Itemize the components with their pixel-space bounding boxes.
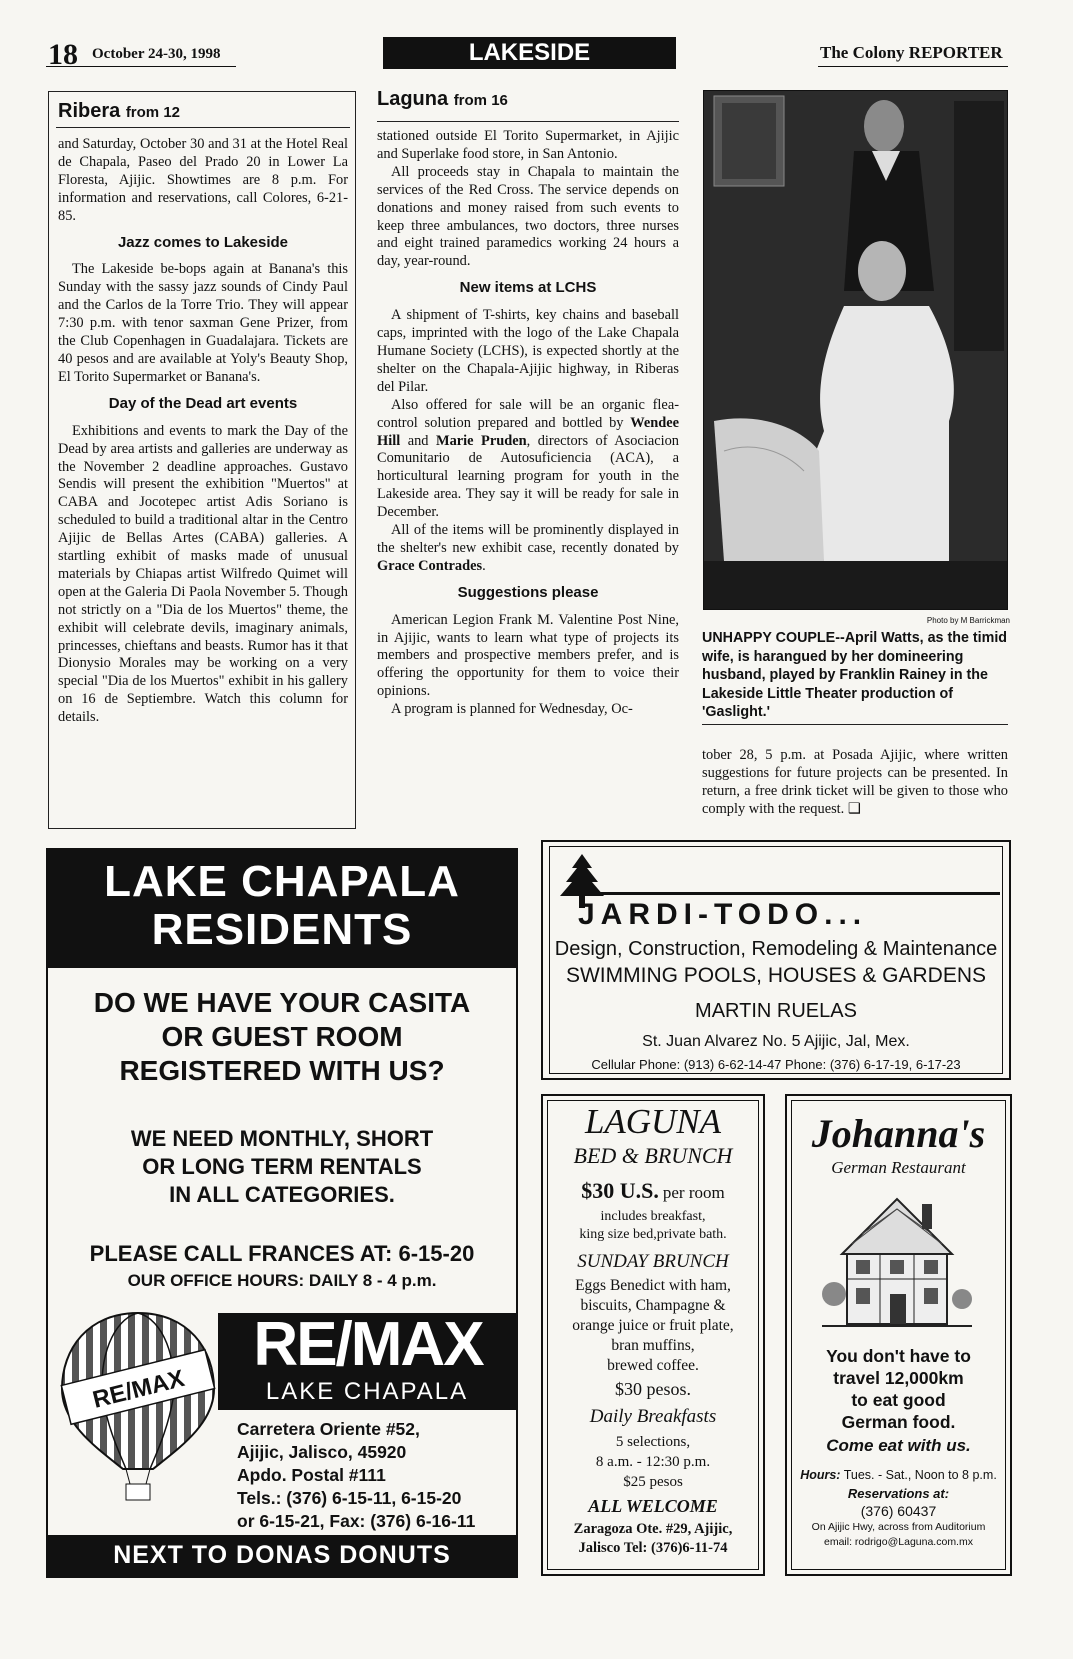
- ad-line: email: rodrigo@Laguna.com.mx: [824, 1536, 973, 1548]
- laguna-kicker: [377, 88, 508, 111]
- paragraph: stationed outside El Torito Supermarket, in Ajijic and Superlake food store, in San Antonio.: [377, 128, 679, 162]
- laguna-ad-name: LAGUNA: [584, 1102, 722, 1141]
- ad-line: travel 12,000km: [833, 1368, 964, 1388]
- ad-line: German food.: [841, 1412, 956, 1432]
- jardi-services: Design, Construction, Remodeling & Maintenance: [554, 938, 998, 960]
- price: $30 U.S.: [581, 1178, 659, 1203]
- ad-line: includes breakfast,: [600, 1209, 706, 1224]
- paragraph: [377, 397, 679, 522]
- subhead-suggestions: Suggestions please: [457, 583, 599, 601]
- subhead-day-of-dead: Day of the Dead art events: [108, 394, 298, 412]
- address-line: Ajijic, Jalisco, 45920: [237, 1442, 407, 1462]
- text-run: All of the items will be prominently displayed in the shelter's new exhibit case, recently donated by: [377, 522, 679, 556]
- ad-line: $30 pesos.: [615, 1379, 691, 1399]
- address-line: or 6-15-21, Fax: (376) 6-16-11: [237, 1511, 476, 1531]
- office-hours: OUR OFFICE HOURS: DAILY 8 - 4 p.m.: [127, 1271, 437, 1290]
- remax-logo: [228, 1312, 508, 1378]
- remax-location-banner: NEXT TO DONAS DONUTS: [48, 1535, 516, 1576]
- paragraph: American Legion Frank M. Valentine Post Nine, in Ajijic, wants to learn what type of projects its members and prospective members prefer, and is offering the opportunity for them to voice their opinions.: [377, 611, 679, 700]
- ad-line: 8 a.m. - 12:30 p.m.: [595, 1454, 711, 1470]
- ribera-article-body: [58, 136, 348, 727]
- laguna-article-body: [377, 128, 679, 719]
- paragraph: A shipment of T-shirts, key chains and baseball caps, imprinted with the logo of the Lake Chapala Humane Society (LCHS), is expected shortly at the shelter on the Chapala-Ajijic highway, in Riberas del Pilar.: [377, 307, 679, 395]
- welcome-line: ALL WELCOME: [588, 1496, 718, 1516]
- paragraph: [702, 747, 1008, 819]
- ad-line: Eggs Benedict with ham,: [575, 1277, 731, 1294]
- issue-date: October 24-30, 1998: [92, 46, 221, 62]
- ad-line: king size bed,private bath.: [579, 1227, 727, 1242]
- logo-text: RE/MAX: [253, 1310, 483, 1379]
- ribera-kicker: [58, 100, 180, 123]
- text-run: .: [482, 557, 486, 574]
- kicker-word: Ribera: [58, 100, 121, 122]
- ad-line: 5 selections,: [615, 1434, 691, 1450]
- brunch-heading: SUNDAY BRUNCH: [577, 1251, 729, 1272]
- price-line: [549, 1177, 757, 1208]
- paragraph: and Saturday, October 30 and 31 at the Hotel Real de Chapala, Paseo del Prado 20 in Lower La Floresta, Ajijic. Showtimes are 8 p.m. For information and reservations, call Colores, 6-21-85.: [58, 136, 348, 224]
- jardi-phones: Cellular Phone: (913) 6-62-14-47 Phone: (376) 6-17-19, 6-17-23: [591, 1057, 961, 1072]
- johannas-name: Johanna's: [811, 1111, 986, 1156]
- page-number: 18: [48, 38, 78, 71]
- address-line: Carretera Oriente #52,: [237, 1419, 420, 1439]
- jardi-address: St. Juan Alvarez No. 5 Ajijic, Jal, Mex.: [642, 1033, 910, 1050]
- remax-office-name: LAKE CHAPALA: [265, 1378, 469, 1405]
- remax-address: [237, 1418, 517, 1533]
- hours-line: [793, 1465, 1004, 1485]
- hours-label: Hours:: [800, 1468, 841, 1482]
- remax-balloon-icon: [58, 1309, 218, 1504]
- ad-line: On Ajijic Hwy, across from Auditorium: [811, 1521, 986, 1533]
- ad-line: bran muffins,: [611, 1337, 695, 1354]
- jardi-owner: MARTIN RUELAS: [695, 1000, 857, 1022]
- ad-line: brewed coffee.: [607, 1357, 699, 1374]
- ad-line: OR GUEST ROOM: [161, 1021, 403, 1052]
- ad-line: WE NEED MONTHLY, SHORT: [130, 1126, 434, 1151]
- paper-name: The Colony REPORTER: [820, 43, 1003, 62]
- section-title: LAKESIDE: [383, 37, 676, 69]
- subhead-jazz: Jazz comes to Lakeside: [117, 233, 289, 251]
- person-name: Marie Pruden: [435, 432, 527, 449]
- casita-question: [48, 986, 516, 1088]
- person-name: Grace Contrades: [377, 557, 483, 574]
- ad-line: OR LONG TERM RENTALS: [142, 1154, 422, 1179]
- ad-line: Zaragoza Ote. #29, Ajijic,: [573, 1521, 733, 1537]
- laguna-ad-sub: BED & BRUNCH: [573, 1143, 733, 1168]
- kicker-from: from 16: [453, 92, 508, 109]
- jardi-rule: [590, 892, 1000, 895]
- kicker-word: Laguna: [377, 88, 449, 110]
- laguna-ad-content: [549, 1103, 757, 1558]
- paragraph: [377, 522, 679, 576]
- ad-line: (376) 60437: [860, 1503, 937, 1519]
- paragraph: Exhibitions and events to mark the Day of the Dead by area artists and galleries are underway as the November 2 deadline approaches. Gustavo Sendis will present the exhibition "Muertos" at CABA and Jocotepec artist Adis Soriano is scheduled to build a traditional altar in the Centro Ajijic de Bellas Artes (CABA) galleries. A startling exhibit of masks made of unusual materials by Chiapas artist Wilfredo Quimet will open at the Galeria Di Paola November 5. Though not strictly on a "Dia de los Muertos" theme, the exhibit will celebrate devils, imaginary animals, princesses, chieftans and beasts. Rumor has it that Dionysio Morales may be working on a very special "Dia de los Muertos" exhibit in his gallery on 16 de Septiembre. Watch this column for details.: [58, 422, 348, 726]
- text-run: , directors of Asociacion Comunitario de Autosuficiencia (ACA), a horticultural learning program for youth in the Lakeside area. They say it will be ready for sale in December.: [377, 432, 679, 521]
- ad-line: Jalisco Tel: (376)6-11-74: [578, 1540, 728, 1556]
- ad-line: Reservations at:: [847, 1486, 950, 1501]
- text-run: Also offered for sale will be an organic flea-control solution prepared and bottled by: [377, 396, 679, 431]
- text-run: and: [400, 432, 436, 449]
- caption-rule: [702, 724, 1008, 725]
- ad-line: IN ALL CATEGORIES.: [169, 1182, 395, 1207]
- headline-line: LAKE CHAPALA: [104, 857, 460, 906]
- ad-line: $25 pesos: [623, 1474, 683, 1490]
- ad-line: DO WE HAVE YOUR CASITA: [93, 987, 471, 1018]
- german-house-icon: [822, 1184, 972, 1334]
- price-unit: per room: [662, 1183, 725, 1202]
- ad-line: Come eat with us.: [826, 1436, 971, 1455]
- johannas-text: [793, 1345, 1004, 1550]
- paragraph: All proceeds stay in Chapala to maintain the services of the Red Cross. The service depends on donations and money raised from such events to keep three ambulances, two doctors, three nurses and eight trained paramedics working 24 hours a day, year-round.: [377, 163, 679, 270]
- photo-credit: Photo by M Barrickman: [926, 616, 1010, 625]
- address-line: Apdo. Postal #111: [237, 1465, 386, 1485]
- header-rule-left: [46, 66, 236, 67]
- headline-line: RESIDENTS: [151, 905, 413, 954]
- call-text: PLEASE CALL FRANCES AT: 6-15-20: [89, 1241, 475, 1266]
- kicker-rule: [377, 121, 679, 122]
- address-line: Tels.: (376) 6-15-11, 6-15-20: [237, 1488, 462, 1508]
- photo-caption: UNHAPPY COUPLE--April Watts, as the timid wife, is harangued by her domineering husband, played by Franklin Rainey in the Lakeside Little Theater production of 'Gaslight.': [702, 630, 1008, 720]
- ad-line: biscuits, Champagne &: [580, 1297, 726, 1314]
- theater-photo: [703, 90, 1008, 610]
- kicker-from: from 12: [125, 104, 180, 121]
- ad-line: You don't have to: [826, 1346, 971, 1366]
- ad-line: to eat good: [851, 1390, 946, 1410]
- header-rule-right: [818, 66, 1008, 67]
- remax-ad-headline: [48, 850, 516, 968]
- balloon-text: RE/MAX: [90, 1365, 188, 1414]
- text-run: tober 28, 5 p.m. at Posada Ajijic, where written suggestions for future projects can be presented. In return, a free drink ticket will be given to those who comply with the request.: [702, 747, 1008, 817]
- person-name: Wendee Hill: [377, 414, 679, 449]
- jardi-todo-name: JARDI-TODO...: [578, 898, 868, 931]
- johannas-sub: German Restaurant: [831, 1158, 966, 1177]
- subhead-lchs: New items at LCHS: [459, 279, 597, 297]
- daily-heading: Daily Breakfasts: [589, 1406, 717, 1427]
- ad-line: REGISTERED WITH US?: [119, 1055, 445, 1086]
- jardi-specialties: SWIMMING POOLS, HOUSES & GARDENS: [565, 964, 987, 987]
- paragraph: The Lakeside be-bops again at Banana's this Sunday with the sassy jazz sounds of Cindy Paul and the Carlos de la Torre Trio. They will appear 7:30 p.m. with tenor saxman Gene Prizer, from the Club Copenhagen in Guadalajara. Tickets are 40 pesos and are available at Yoly's Beauty Shop, El Torito Supermarket or Banana's.: [58, 261, 348, 385]
- ad-line: orange juice or fruit plate,: [572, 1317, 734, 1334]
- paragraph: A program is planned for Wednesday, Oc-: [391, 701, 633, 718]
- end-mark: ❑: [847, 800, 861, 817]
- photo-illustration: [704, 91, 1008, 610]
- kicker-rule: [56, 127, 350, 128]
- hours-value: Tues. - Sat., Noon to 8 p.m.: [843, 1468, 997, 1482]
- laguna-continued: [702, 747, 1008, 819]
- rentals-text: [48, 1125, 516, 1209]
